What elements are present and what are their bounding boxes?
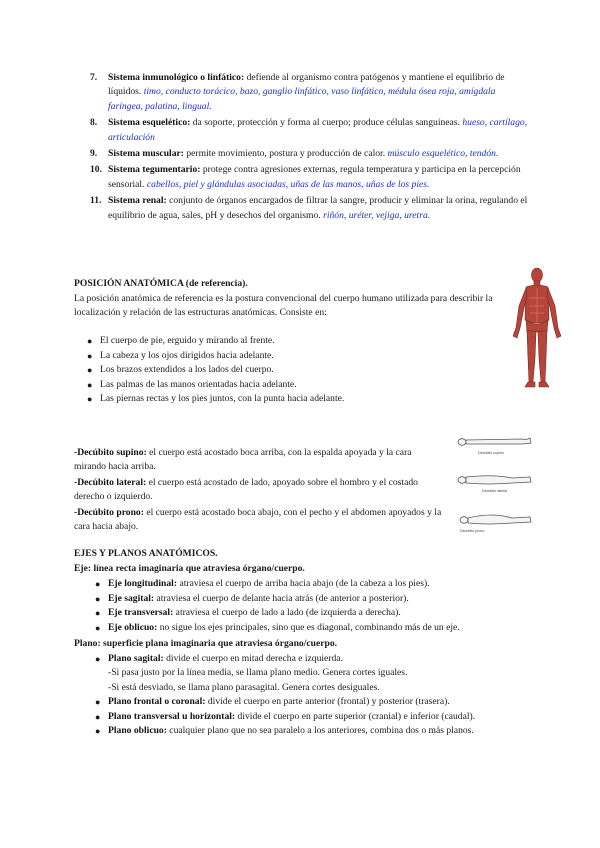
anatomical-position-list xyxy=(74,334,474,407)
bullet-icon: ● xyxy=(87,350,93,361)
bullet-icon: ● xyxy=(95,697,101,708)
bullet-icon: ● xyxy=(95,593,101,604)
list-item: ● Las piernas rectas y los pies juntos, con la punta hacia adelante. xyxy=(74,392,474,407)
planes-list xyxy=(82,652,522,738)
list-item: ● Plano frontal o coronal: divide el cuerpo en parte anterior (frontal) y posterior (trasera). xyxy=(82,695,522,709)
system-desc: da soporte, protección y forma al cuerpo; produce células sanguíneas. xyxy=(190,117,463,129)
list-item: ● Los brazos extendidos a los lados del cuerpo. xyxy=(74,363,474,378)
list-item: ● La cabeza y los ojos dirigidos hacia adelante. xyxy=(74,349,474,364)
list-item: ● Plano sagital: divide el cuerpo en mitad derecha e izquierda. -Si pasa justo por la línea media, se llama plano medio. Genera cortes iguales. -Si está desviado, se llama plano parasagital. Genera cortes desiguales. xyxy=(82,652,522,695)
system-item xyxy=(90,163,530,192)
figure-caption-supino: Decúbito supino xyxy=(478,451,504,455)
bullet-icon: ● xyxy=(87,394,93,405)
plane-definition: Plano: superficie plana imaginaria que atraviesa órgano/cuerpo. xyxy=(74,638,338,649)
list-item: ● Las palmas de las manos orientadas hacia adelante. xyxy=(74,378,474,393)
sub-note: -Si está desviado, se llama plano parasagital. Genera cortes desiguales. xyxy=(108,681,380,693)
bullet-icon: ● xyxy=(95,622,101,633)
axes-list xyxy=(82,577,542,635)
system-item xyxy=(90,116,530,145)
decubitus-lateral: -Decúbito lateral: el cuerpo está acostado de lado, apoyado sobre el hombro y el costado derecho o izquierdo. xyxy=(74,476,418,503)
system-examples: hueso, cartílago, articulación xyxy=(108,117,528,143)
list-item: ● Eje longitudinal: atraviesa el cuerpo de arriba hacia abajo (de la cabeza a los pies). xyxy=(82,577,542,592)
list-item: ● Plano oblicuo: cualquier plano que no sea paralelo a los anteriores, combina dos o más planos. xyxy=(82,724,498,738)
list-item: ● Eje oblicuo: no sigue los ejes principales, sino que es diagonal, combinando más de un eje. xyxy=(82,621,542,636)
bullet-icon: ● xyxy=(87,365,93,376)
bullet-icon: ● xyxy=(95,711,101,722)
item-number: 10. xyxy=(90,164,102,176)
sub-note: -Si pasa justo por la línea media, se llama plano medio. Genera cortes iguales. xyxy=(108,667,408,679)
list-item: ● Eje sagital: atraviesa el cuerpo de delante hacia atrás (de anterior a posterior). xyxy=(82,592,542,607)
system-item xyxy=(90,194,530,223)
bullet-icon: ● xyxy=(95,608,101,619)
anatomical-position-intro: La posición anatómica de referencia es la postura convencional del cuerpo humano utilizada para describir la localización y relación de las estructuras anatómicas. Consiste en: xyxy=(74,293,493,319)
system-examples: músculo esquelético, tendón. xyxy=(387,148,499,160)
bullet-icon: ● xyxy=(95,579,101,589)
list-item: ● El cuerpo de pie, erguido y mirando al frente. xyxy=(74,334,474,349)
system-item xyxy=(90,71,530,114)
system-name: Sistema esquelético: xyxy=(108,117,191,129)
system-desc: conjunto de órganos encargados de filtrar la sangre, producir y eliminar la orina, regulando el equilibrio de agua, sales, pH y desechos del organismo. xyxy=(108,195,528,221)
figure-caption-lateral: Decúbito lateral xyxy=(482,489,507,493)
axis-definition: Eje: línea recta imaginaria que atraviesa órgano/cuerpo. xyxy=(74,563,305,574)
system-name: Sistema muscular: xyxy=(108,148,184,160)
item-number: 11. xyxy=(90,195,102,207)
bullet-icon: ● xyxy=(95,726,101,737)
system-name: Sistema tegumentario: xyxy=(108,164,201,176)
decubitus-section xyxy=(74,446,444,535)
axes-planes-title: EJES Y PLANOS ANATÓMICOS. xyxy=(74,548,218,559)
system-item xyxy=(90,147,530,161)
item-number: 8. xyxy=(90,117,98,129)
list-item: ● Eje transversal: atraviesa el cuerpo de lado a lado (de izquierda a derecha). xyxy=(82,606,542,621)
system-name: Sistema inmunológico o linfático: xyxy=(108,72,245,83)
decubitus-prono: -Decúbito prono: el cuerpo está acostado boca abajo, con el pecho y el abdomen apoyados y la cara hacia abajo. xyxy=(74,506,442,533)
decubitus-figures xyxy=(452,428,538,540)
body-systems-list xyxy=(90,71,530,225)
item-number: 7. xyxy=(90,72,98,83)
bullet-icon: ● xyxy=(95,654,101,664)
bullet-icon: ● xyxy=(87,379,93,390)
list-item: ● Plano transversal u horizontal: divide el cuerpo en parte superior (cranial) e inferior (caudal). xyxy=(82,710,522,724)
system-examples: cabellos, piel y glándulas asociadas, uñas de las manos, uñas de los pies. xyxy=(146,178,430,190)
system-desc: permite movimiento, postura y producción de calor. xyxy=(183,148,388,160)
item-number: 9. xyxy=(90,148,98,160)
bullet-icon: ● xyxy=(87,336,93,346)
system-name: Sistema renal: xyxy=(108,195,167,207)
system-examples: timo, conducto torácico, bazo, ganglio linfático, vaso linfático, médula ósea roja, amígdala faríngea, palatina, lingual. xyxy=(108,86,496,112)
system-desc: protege contra agresiones externas, regula temperatura y participa en la percepción sensorial. xyxy=(108,164,521,190)
figure-caption-prono: Decúbito prono xyxy=(460,529,485,533)
system-examples: riñón, uréter, vejiga, uretra. xyxy=(323,209,431,221)
decubitus-supino: -Decúbito supino: el cuerpo está acostado boca arriba, con la espalda apoyada y la cara mirando hacia arriba. xyxy=(74,447,412,473)
anatomical-position-title: POSICIÓN ANATÓMICA (de referencia). xyxy=(74,278,248,289)
system-desc: defiende al organismo contra patógenos y mantiene el equilibrio de líquidos. xyxy=(108,72,505,98)
anatomical-position-figure xyxy=(508,266,566,392)
